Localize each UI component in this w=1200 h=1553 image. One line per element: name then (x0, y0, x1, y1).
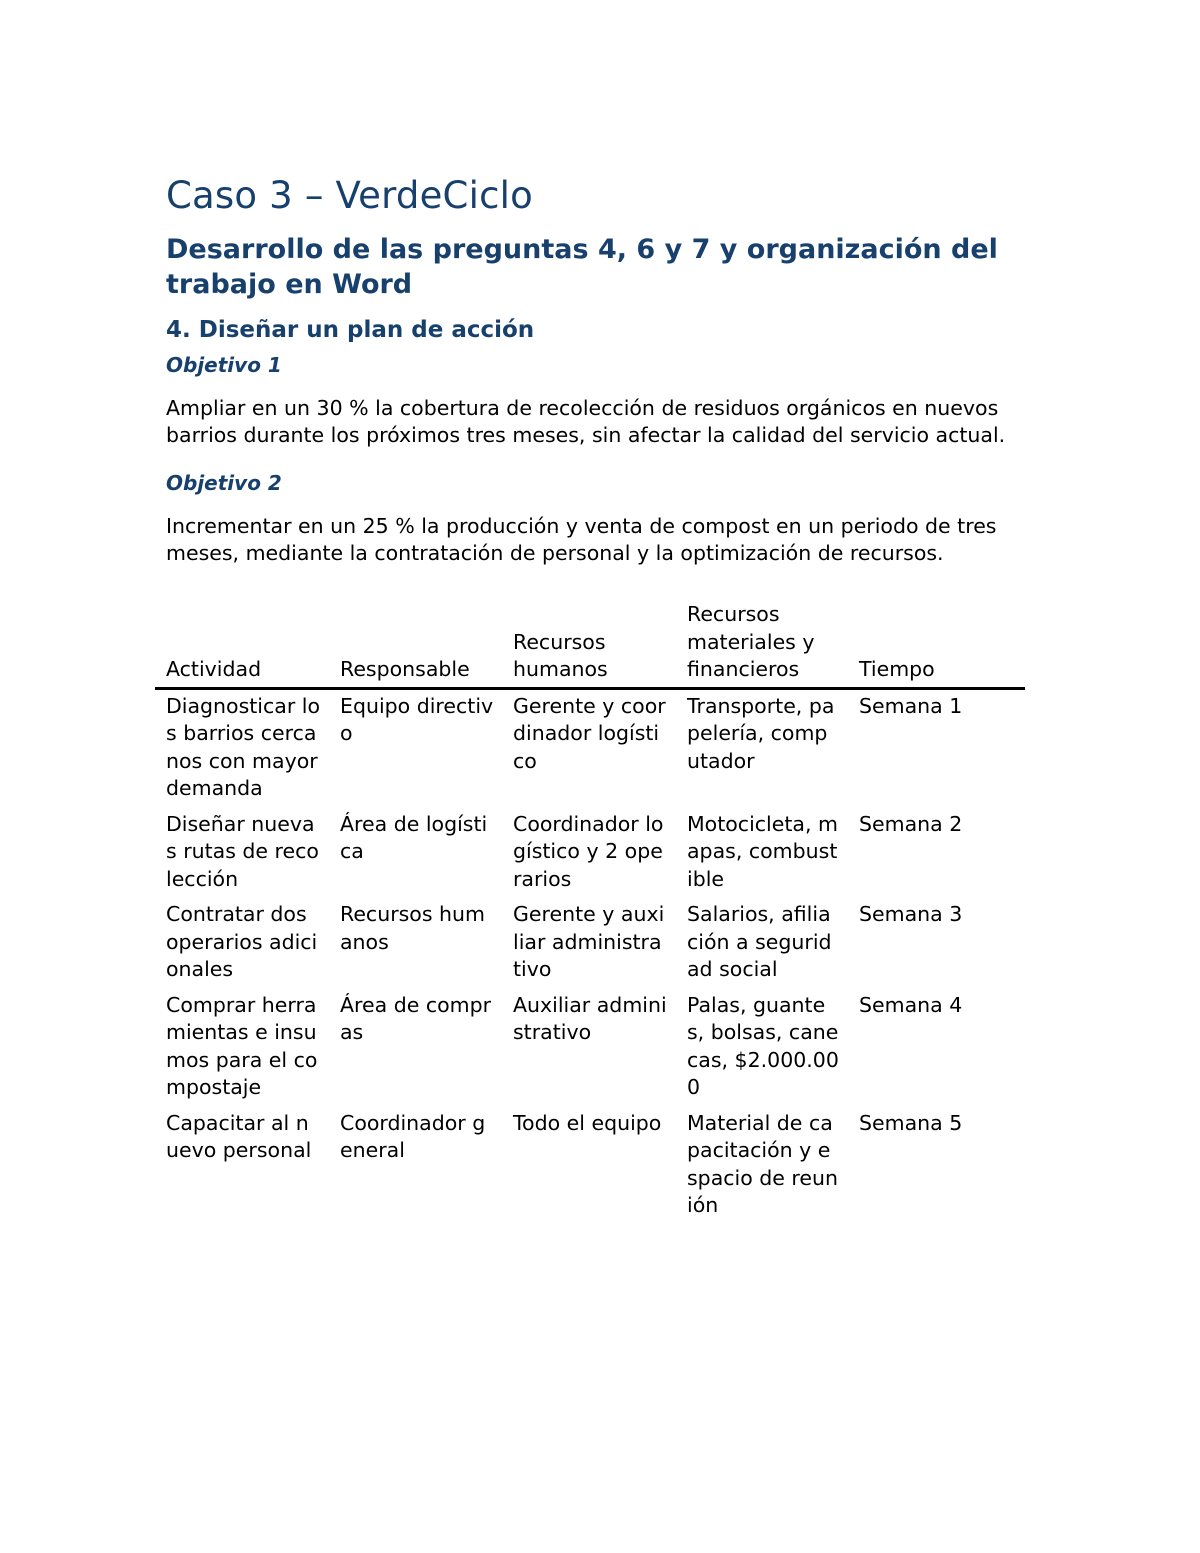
cell-responsable: Área de logística (340, 811, 488, 863)
cell-recursos-humanos: Todo el equipo (513, 1110, 662, 1135)
cell-recursos-humanos: Coordinador logístico y 2 operarios (513, 811, 664, 891)
header-tiempo: Tiempo (848, 601, 1025, 688)
cell-actividad: Contratar dos operarios adicionales (166, 902, 318, 981)
objective-2-label: Objetivo 2 (166, 471, 282, 495)
cell-recursos-humanos: Gerente y coordinador logístico (513, 693, 666, 773)
cell-recursos-materiales: Transporte, papelería, computador (687, 693, 835, 773)
table-row (155, 688, 1025, 808)
cell-tiempo: Semana 2 (859, 811, 963, 836)
table-row (155, 989, 1025, 1107)
cell-responsable: Recursos humanos (340, 902, 486, 954)
action-plan-table (155, 601, 1025, 1225)
objective-1-text: Ampliar en un 30 % la cobertura de recolección de residuos orgánicos en nuevos barrios durante los próximos tres meses, sin afectar la calidad del servicio actual. (166, 396, 1006, 447)
cell-responsable: Equipo directivo (340, 693, 494, 745)
cell-recursos-materiales: Material de capacitación y espacio de reunión (687, 1110, 838, 1217)
cell-tiempo: Semana 5 (859, 1110, 963, 1135)
cell-actividad: Comprar herramientas e insumos para el compostaje (166, 992, 318, 1099)
header-actividad: Actividad (155, 601, 329, 688)
cell-tiempo: Semana 4 (859, 992, 963, 1017)
cell-recursos-materiales: Salarios, afiliación a seguridad social (687, 902, 832, 981)
section-heading: 4. Diseñar un plan de acción (166, 317, 535, 343)
objective-1-label: Objetivo 1 (166, 353, 282, 377)
document-page (166, 170, 1036, 1225)
table-row (155, 808, 1025, 899)
table-row (155, 1107, 1025, 1225)
objective-2-text: Incrementar en un 25 % la producción y venta de compost en un periodo de tres meses, mediante la contratación de personal y la optimización de recursos. (166, 514, 997, 565)
cell-tiempo: Semana 3 (859, 902, 963, 926)
header-recursos-humanos: Recursos humanos (502, 601, 676, 688)
cell-tiempo: Semana 1 (859, 693, 963, 718)
cell-recursos-humanos: Gerente y auxiliar administrativo (513, 902, 665, 981)
header-recursos-materiales: Recursos materiales y financieros (676, 601, 848, 688)
header-responsable: Responsable (329, 601, 502, 688)
document-title: Caso 3 – VerdeCiclo (166, 174, 533, 217)
cell-recursos-humanos: Auxiliar administrativo (513, 992, 667, 1044)
cell-recursos-materiales: Motocicleta, mapas, combustible (687, 811, 838, 891)
cell-actividad: Capacitar al nuevo personal (166, 1110, 312, 1162)
document-subtitle: Desarrollo de las preguntas 4, 6 y 7 y organización del trabajo en Word (166, 234, 998, 300)
cell-actividad: Diagnosticar los barrios cercanos con mayor demanda (166, 693, 321, 800)
cell-actividad: Diseñar nuevas rutas de recolección (166, 811, 319, 891)
table-row (155, 898, 1025, 989)
table-header-row (155, 601, 1025, 688)
cell-recursos-materiales: Palas, guantes, bolsas, canecas, $2.000.000 (687, 992, 839, 1099)
cell-responsable: Coordinador general (340, 1110, 486, 1162)
cell-responsable: Área de compras (340, 992, 492, 1044)
